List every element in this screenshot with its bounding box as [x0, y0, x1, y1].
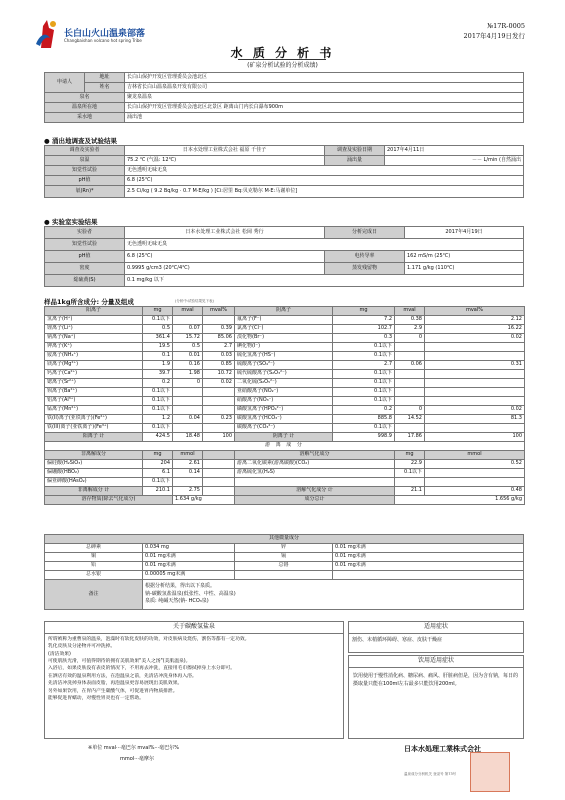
anion-name: 溴化物(Br⁻): [235, 334, 333, 343]
ion-row: [45, 325, 525, 334]
cation-mval: 0.16: [173, 361, 203, 370]
about-line: (清洁效果): [48, 651, 71, 657]
free-component-title: 游 离 成 分: [45, 442, 525, 451]
blank-cell: [203, 469, 235, 478]
composition-heading: 样品1kg所含成分: 分量及组成: [44, 298, 134, 306]
gas-total-mg: 21.1: [395, 487, 425, 496]
issue-date: 2017年4月19日发行: [463, 32, 525, 40]
anion-mg: 0.1以下: [333, 370, 395, 379]
anion-mval: 0: [395, 406, 425, 415]
gas-mg: [395, 478, 425, 487]
cation-mg: 0.1以下: [143, 316, 173, 325]
cation-mval: 15.72: [173, 334, 203, 343]
gas-total-label: 溶解气化成分 计: [235, 487, 395, 496]
spring-name-label: 泉名: [45, 93, 125, 103]
lab-ph-value: 6.8 (25℃): [125, 251, 325, 263]
cation-mvalpct: 0.39: [203, 325, 235, 334]
cation-mvalpct: 0.85: [203, 361, 235, 370]
brand-name: 长白山火山温泉部落: [64, 29, 146, 39]
nondiss-mg: 204: [143, 460, 173, 469]
anion-mg: 0.3: [333, 334, 395, 343]
cation-mvalpct: [203, 397, 235, 406]
free-row: [45, 460, 525, 469]
anion-mvalpct: [425, 370, 525, 379]
trace-value: 0.01 mg未满: [333, 544, 524, 553]
ion-row: [45, 343, 525, 352]
anion-mvalpct: [425, 379, 525, 388]
anion-name: 硫酸离子(SO₄²⁻): [235, 361, 333, 370]
trace-row: [45, 553, 524, 562]
survey-date-label: 调查及实验日期: [325, 146, 385, 156]
spring-name-value: 聚龙泉温泉: [125, 93, 524, 103]
anion-mval: [395, 370, 425, 379]
ion-row: [45, 334, 525, 343]
lab-test-heading: ● 实验室实验结果: [44, 217, 97, 226]
total-components-value: 1.656 g/kg: [395, 496, 525, 505]
trace-value: 0.034 mg: [143, 544, 235, 553]
flow-value: －－ L/min (自然涌出: [385, 156, 524, 166]
ion-row: [45, 379, 525, 388]
gas-name: 游离硫化氢(H₂S): [235, 469, 395, 478]
anion-mvalpct-header: mval%: [425, 307, 525, 316]
blank-cell: [203, 478, 235, 487]
anion-mvalpct: 81.3: [425, 415, 525, 424]
trace-table: [44, 534, 524, 610]
indication-title: 适用症状: [349, 622, 523, 634]
cation-mvalpct: [203, 424, 235, 433]
nondiss-mg: 0.1以下: [143, 478, 173, 487]
anion-mvalpct: [425, 397, 525, 406]
cation-mvalpct: [203, 316, 235, 325]
name-label: 姓名: [85, 83, 125, 93]
certification-note: 温泉成分分析机关 登录号 第73号: [404, 772, 457, 776]
cation-mg: 1.2: [143, 415, 173, 424]
cation-name: 铁(II)离子(亚铁离子)(Fe²⁺): [45, 415, 143, 424]
anion-mvalpct: [425, 343, 525, 352]
trace-name: [235, 571, 333, 580]
analyst-label: 实验者: [45, 227, 125, 239]
indication-text: 割伤、末梢循环障碍、寒症、皮肤干燥症: [352, 636, 443, 643]
cation-mvalpct: 2.7: [203, 343, 235, 352]
cation-mvalpct: [203, 388, 235, 397]
gas-mmol-header: mmol: [425, 451, 525, 460]
cation-mg: 0.1以下: [143, 424, 173, 433]
cation-name: 锰离子(Mn²⁺): [45, 406, 143, 415]
spring-temp-value: 75.2 ℃ (气温: 12℃): [125, 156, 325, 166]
address-label: 地址: [85, 73, 125, 83]
cation-name: 氢离子(H⁺): [45, 316, 143, 325]
location-label: 温泉所在地: [45, 103, 125, 113]
anion-mvalpct: 0.02: [425, 334, 525, 343]
document-number: №17R-0005: [486, 22, 525, 30]
sulfur-label: 総硫黄(S): [45, 275, 125, 287]
nondiss-mmol-header: mmol: [173, 451, 203, 460]
cation-mval: 0.5: [173, 343, 203, 352]
sulfur-value: 0.1 mg/kg 以下: [125, 275, 524, 287]
gas-total-mmol: 0.48: [425, 487, 525, 496]
cation-name: 钾离子(K⁺): [45, 343, 143, 352]
cation-mvalpct: 10.72: [203, 370, 235, 379]
gas-mg: 22.9: [395, 460, 425, 469]
anion-mg: 0.2: [333, 406, 395, 415]
ion-row: [45, 406, 525, 415]
trace-name: 镉: [235, 553, 333, 562]
brand-name-en: Changbaishan volcano hot spring Tribe: [64, 38, 142, 43]
trace-row: [45, 544, 524, 553]
cation-mval: [173, 397, 203, 406]
cation-mval: 0.07: [173, 325, 203, 334]
field-ph-value: 6.8 (25℃): [125, 176, 524, 186]
cation-mg: 0.2: [143, 379, 173, 388]
anion-mg: 7.2: [333, 316, 395, 325]
about-lines: [45, 634, 343, 705]
residue-label: 蒸发残留物: [325, 263, 405, 275]
cation-mval: [173, 424, 203, 433]
ion-row: [45, 361, 525, 370]
lab-sense-value: 无色透明无味无臭: [125, 239, 524, 251]
cation-total-label: 阳离子 计: [45, 433, 143, 442]
cation-mg: 0.1以下: [143, 406, 173, 415]
trace-value: 0.00005 mg未满: [143, 571, 235, 580]
survey-date-value: 2017年4月11日: [385, 146, 524, 156]
trace-value: 0.01 mg未满: [143, 562, 235, 571]
cation-mg: 0.5: [143, 325, 173, 334]
anion-name: 二氧化硫(S₂O₅²⁻): [235, 379, 333, 388]
anion-mg: 0.1以下: [333, 424, 395, 433]
free-row: [45, 469, 525, 478]
ion-total-row: [45, 433, 525, 442]
cation-mg: 19.5: [143, 343, 173, 352]
trace-row: [45, 571, 524, 580]
about-line: 可使肌肤光滑，可值得期待的拥有美肌效果"美人之汤"(美肌温泉)。: [48, 658, 191, 664]
remark-label: 备注: [45, 580, 143, 610]
anion-mvalpct: 0.02: [425, 406, 525, 415]
field-sense-label: 知觉性试验: [45, 166, 125, 176]
nondiss-name: 偏硼酸(HBO₂): [45, 469, 143, 478]
ion-row: [45, 352, 525, 361]
trace-rows: [45, 544, 524, 580]
cation-name: 钙离子(Ca²⁺): [45, 370, 143, 379]
cation-name: 镁离子(Mg²⁺): [45, 361, 143, 370]
anion-mg: 2.7: [333, 361, 395, 370]
dissolved-value: 1.634 g/kg: [173, 496, 235, 505]
unit-footnote-2: mmol···毫摩尔: [120, 756, 154, 762]
sample-site-value: 涌出池: [125, 113, 524, 123]
nondiss-total-mmol: 2.75: [173, 487, 203, 496]
applicant-label: 申请人: [45, 73, 85, 93]
anion-total-label: 阴离子 计: [235, 433, 333, 442]
company-name: 日本水処理工業株式会社: [404, 745, 481, 753]
conductivity-value: 162 mS/m (25℃): [405, 251, 524, 263]
about-line: 另外如果饮用，在胃内产生碳酸气体，可促进胃内物质排泄。: [48, 688, 178, 694]
gas-mg-header: mg: [395, 451, 425, 460]
about-line: 乳化皮肤及分泌物并可冲洗掉。: [48, 644, 116, 650]
cation-name: 钠离子(Na⁺): [45, 334, 143, 343]
free-total-row: [45, 487, 525, 496]
flow-label: 涌出量: [325, 156, 385, 166]
anion-name: 硫代硫酸离子(S₂O₃²⁻): [235, 370, 333, 379]
cation-mvalpct: [203, 406, 235, 415]
cation-header: 阳离子: [45, 307, 143, 316]
anion-name: 碳酸氢离子(HCO₃⁻): [235, 415, 333, 424]
trace-name: 总铬: [235, 562, 333, 571]
anion-mval: [395, 397, 425, 406]
cation-mg: 0.1以下: [143, 397, 173, 406]
anion-mvalpct: 2.12: [425, 316, 525, 325]
radon-value: 2.5 Ci/kg ( 9.2 Bq/kg · 0.7 M·E/kg ) [Ci:居里 Bq:贝克勒尔 M·E:马谢单位]: [125, 186, 524, 198]
cation-name: 铝离子(Al³⁺): [45, 397, 143, 406]
anion-mval: 0.38: [395, 316, 425, 325]
anion-mg: 0.1以下: [333, 379, 395, 388]
cation-name: 钡离子(Ba²⁺): [45, 388, 143, 397]
trace-name: 铅: [45, 562, 143, 571]
nondiss-header: 非离解成分: [45, 451, 143, 460]
gas-mmol: 0.52: [425, 460, 525, 469]
ion-row: [45, 316, 525, 325]
investigator-label: 调查及实验者: [45, 146, 125, 156]
trace-value: 0.01 mg未满: [143, 553, 235, 562]
cation-name: 锂离子(Li⁺): [45, 325, 143, 334]
remark-line: 泉质: 纯碱天然(钠- HCO₃泉): [145, 598, 209, 605]
total-components-label: 成分总计: [235, 496, 395, 505]
address-value: 长白山保护开发区管理委员会池北区: [125, 73, 524, 83]
anion-mvalpct: 0.31: [425, 361, 525, 370]
anion-header: 阴离子: [235, 307, 333, 316]
cation-mval: 1.98: [173, 370, 203, 379]
composition-note: (分析中:试验结果见下表): [175, 299, 214, 303]
applicant-table: [44, 72, 524, 123]
remark-line: 钠-碳酸氢盐温泉(低张性、中性、高温泉): [145, 590, 236, 597]
dissolved-label: 溶存物质(除去气化成分): [45, 496, 173, 505]
spring-temp-label: 泉温: [45, 156, 125, 166]
anion-name: 氯离子(Cl⁻): [235, 325, 333, 334]
anion-mval: 2.9: [395, 325, 425, 334]
name-value: 吉林省长白山温泉温泉开发有限公司: [125, 83, 524, 93]
anion-name: 碘化物(I⁻): [235, 343, 333, 352]
anion-mval-header: mval: [395, 307, 425, 316]
trace-name: 总砷素: [45, 544, 143, 553]
nondiss-mmol: 2.61: [173, 460, 203, 469]
remark-line: 根据分析结果，得出以下泉质。: [145, 583, 216, 590]
gas-mg: 0.1以下: [395, 469, 425, 478]
ion-header-row: [45, 307, 525, 316]
cation-mval: 0.01: [173, 352, 203, 361]
cation-mg: 1.9: [143, 361, 173, 370]
trace-name: 总水银: [45, 571, 143, 580]
field-sense-value: 无色透明无味无臭: [125, 166, 524, 176]
anion-mval: [395, 388, 425, 397]
trace-name: 锌: [235, 544, 333, 553]
anion-mvalpct: [425, 352, 525, 361]
cation-mg-header: mg: [143, 307, 173, 316]
about-title: 关于碳酸氢盐泉: [45, 622, 343, 634]
nondiss-mmol: 0.14: [173, 469, 203, 478]
blank-cell: [203, 460, 235, 469]
completion-date-value: 2017年4月19日: [405, 227, 524, 239]
trace-value: [333, 571, 524, 580]
trace-name: 铜: [45, 553, 143, 562]
gas-mmol: [425, 469, 525, 478]
density-value: 0.9995 g/cm3 (20℃/4℃): [125, 263, 325, 275]
nondiss-mg-header: mg: [143, 451, 173, 460]
anion-mvalpct: 16.22: [425, 325, 525, 334]
location-value: 长白山保护开发区管理委员会池北区北景区 距离山门内长白瀑布900m: [125, 103, 524, 113]
about-line: 先清洁冲洗掉身体表面皮脂，再泡温泉更容易展现出美肌效果。: [48, 681, 183, 687]
anion-mg: 102.7: [333, 325, 395, 334]
gas-mmol: [425, 478, 525, 487]
investigator-value: 日本水处理工业株式会社 福原 千佳子: [125, 146, 325, 156]
ion-row: [45, 370, 525, 379]
anion-mg-header: mg: [333, 307, 395, 316]
about-line: 能够促进胃蠕动，对慢性胃炎也有一定帮助。: [48, 696, 144, 702]
cation-mvalpct: 85.06: [203, 334, 235, 343]
ion-row: [45, 415, 525, 424]
nondiss-name: 偏硅酸(H₂SiO₃): [45, 460, 143, 469]
trace-value: 0.01 mg未满: [333, 562, 524, 571]
free-row: [45, 478, 525, 487]
trace-value: 0.01 mg未满: [333, 553, 524, 562]
cation-mg: 39.7: [143, 370, 173, 379]
indication-box: [348, 621, 524, 653]
cation-mg: 0.1以下: [143, 388, 173, 397]
anion-mg: 0.1以下: [333, 397, 395, 406]
drink-title: 饮用适用症状: [349, 656, 523, 668]
anion-mval: [395, 343, 425, 352]
lab-ph-label: pH值: [45, 251, 125, 263]
anion-name: 亚硝酸离子(NO₂⁻): [235, 388, 333, 397]
ion-row: [45, 397, 525, 406]
cation-mg: 361.4: [143, 334, 173, 343]
anion-mg: 0.1以下: [333, 352, 395, 361]
cation-name: 锶离子(Sr²⁺): [45, 379, 143, 388]
document-subtitle: (矿泉分析试验的分析成绩): [247, 62, 318, 69]
anion-mg: 0.1以下: [333, 388, 395, 397]
ion-table: [44, 306, 525, 505]
ion-row: [45, 388, 525, 397]
drink-box: [348, 655, 524, 739]
about-box: [44, 621, 344, 739]
cation-mval: [173, 406, 203, 415]
cation-mg: 0.1: [143, 352, 173, 361]
anion-mval: [395, 379, 425, 388]
cation-total-mval: 18.48: [173, 433, 203, 442]
free-header-row: [45, 451, 525, 460]
cation-mvalpct-header: mval%: [203, 307, 235, 316]
trace-row: [45, 562, 524, 571]
unit-footnote-1: ※单位 mval···毫巴尔 mval%···毫巴尔%: [88, 745, 179, 751]
about-line: 所谓被称为重曹泉的温泉，泡澡时有软化皮肤的功效，对皮肤病及烧伤，割伤等都有一定功效。: [48, 636, 250, 642]
cation-total-mg: 424.5: [143, 433, 173, 442]
sample-site-label: 采水地: [45, 113, 125, 123]
anion-mval: [395, 352, 425, 361]
cation-mval-header: mval: [173, 307, 203, 316]
about-line: 在洒店有效的温泉利用方法，在泡温泉之前，先清洁冲洗身体再入浴。: [48, 673, 197, 679]
cation-total-pct: 100: [203, 433, 235, 442]
cation-mvalpct: 0.02: [203, 379, 235, 388]
anion-mg: 885.8: [333, 415, 395, 424]
cation-mvalpct: 0.03: [203, 352, 235, 361]
nondiss-mg: 6.1: [143, 469, 173, 478]
anion-total-pct: 100: [425, 433, 525, 442]
cation-mval: [173, 316, 203, 325]
conductivity-label: 电传导率: [325, 251, 405, 263]
drink-text: 饮用使用于慢性消化病、糖尿病、痛风、肝脏病但是，因为含有钠，每日的摄取量只能在100ml左右最多只能饮用200ml。: [353, 672, 519, 688]
anion-name: 碳酸离子(CO₃²⁻): [235, 424, 333, 433]
anion-mval: 0.06: [395, 361, 425, 370]
lab-test-table: [44, 226, 524, 287]
nondiss-total-mg: 210.1: [143, 487, 173, 496]
completion-date-label: 分析完成日: [325, 227, 405, 239]
free-rows: [45, 460, 525, 487]
cation-name: 铵离子(NH₄⁺): [45, 352, 143, 361]
field-test-heading: ● 涌出地调查及试验结果: [44, 136, 117, 145]
field-test-table: [44, 145, 524, 198]
field-ph-label: pH值: [45, 176, 125, 186]
document-title: 水 质 分 析 书: [230, 46, 335, 60]
anion-mval: 14.52: [395, 415, 425, 424]
gas-header: 溶解气化成分: [235, 451, 395, 460]
trace-title: 其他微量成分: [45, 535, 524, 544]
anion-total-mval: 17.86: [395, 433, 425, 442]
analyst-value: 日本水处理工业株式会社 松岡 秀行: [125, 227, 325, 239]
anion-name: 硫化氢离子(HS⁻): [235, 352, 333, 361]
residue-value: 1.171 g/kg (110℃): [405, 263, 524, 275]
anion-mval: 0: [395, 334, 425, 343]
company-seal: [470, 752, 510, 792]
radon-label: 氡(Rn)*: [45, 186, 125, 198]
anion-name: 硝酸离子(NO₃⁻): [235, 397, 333, 406]
cation-mvalpct: 0.23: [203, 415, 235, 424]
nondiss-mmol: [173, 478, 203, 487]
remark-content: [143, 580, 524, 610]
density-label: 密度: [45, 263, 125, 275]
anion-mvalpct: [425, 388, 525, 397]
anion-mg: 0.1以下: [333, 343, 395, 352]
about-line: 入浴后，如果皮肤没有表皮的情况下，不用再去冲洗，直接用毛巾擦拭掉身上水分即可。: [48, 666, 236, 672]
anion-name: 氟离子(F⁻): [235, 316, 333, 325]
gas-name: [235, 478, 395, 487]
cation-mval: [173, 388, 203, 397]
cation-name: 铁(III)离子(亚铁离子)(Fe³⁺): [45, 424, 143, 433]
cation-mval: 0.04: [173, 415, 203, 424]
anion-mval: [395, 424, 425, 433]
cation-mval: 0: [173, 379, 203, 388]
nondiss-name: 偏亚砷酸(HAsO₂): [45, 478, 143, 487]
ion-row: [45, 424, 525, 433]
gas-name: 游离二氧化碳素(游离碳酸)(CO₂): [235, 460, 395, 469]
ion-rows: [45, 316, 525, 433]
lab-sense-label: 知觉性试验: [45, 239, 125, 251]
anion-total-mg: 998.9: [333, 433, 395, 442]
nondiss-total-label: 非离解成分 计: [45, 487, 143, 496]
anion-mvalpct: [425, 424, 525, 433]
anion-name: 磷酸氢离子(HPO₄²⁻): [235, 406, 333, 415]
